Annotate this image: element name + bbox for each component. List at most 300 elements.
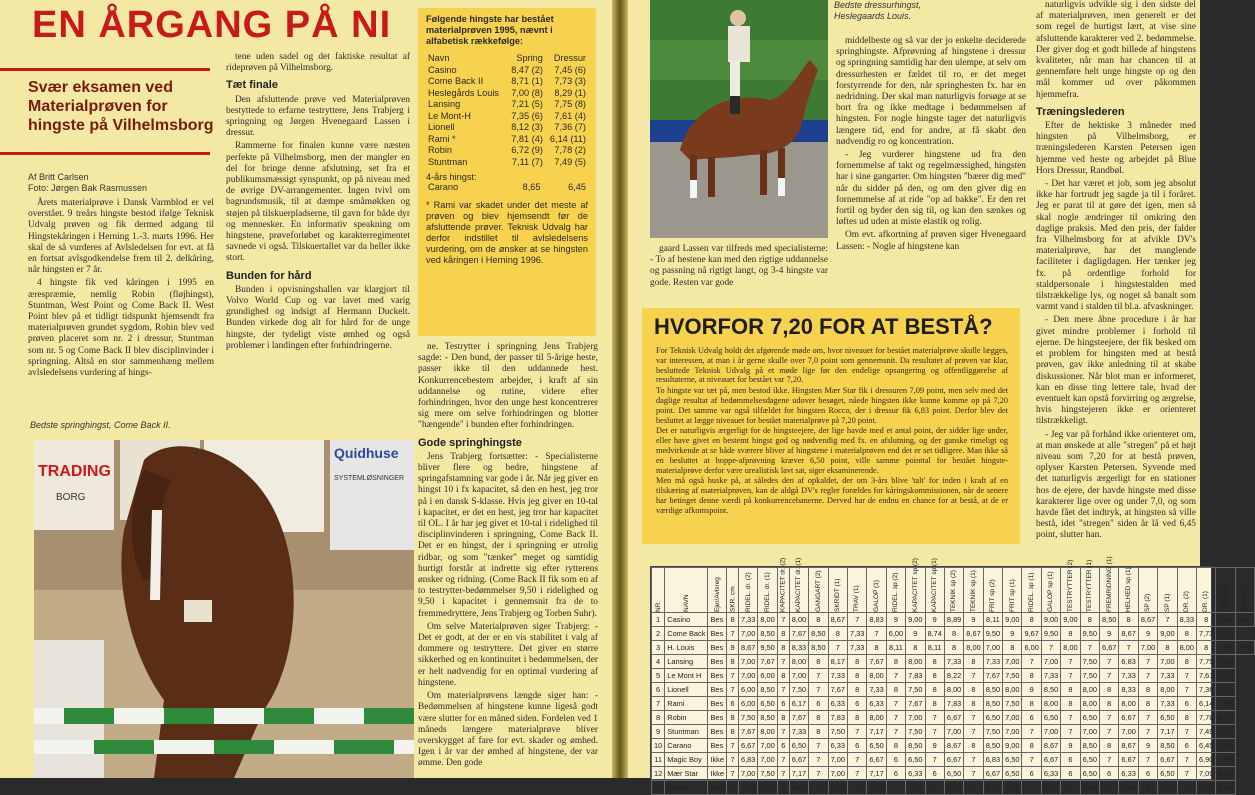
- factbox-row: [426, 145, 588, 157]
- results-col-header: GANGART (2): [809, 568, 828, 613]
- results-cell: 6,67: [1119, 753, 1138, 767]
- factbox-score: 7,73 (3): [554, 76, 586, 86]
- results-row: [652, 711, 1255, 725]
- factbox-row: [426, 122, 588, 134]
- results-cell: 8: [809, 725, 828, 739]
- results-cell: 8,00: [1041, 697, 1060, 711]
- results-cell: Bes: [708, 613, 727, 627]
- results-cell: 6,83: [983, 753, 1002, 767]
- results-cell: 8: [867, 641, 886, 655]
- results-cell: 8,29: [1216, 641, 1235, 655]
- results-cell: 2: [652, 627, 665, 641]
- results-cell: 8,50: [983, 697, 1002, 711]
- results-col-header: DR. (1): [1196, 568, 1215, 613]
- results-cell: 7,17: [867, 767, 886, 781]
- results-cell: 7,45: [1216, 613, 1235, 627]
- results-cell: 6,45: [1196, 739, 1215, 753]
- results-cell: 7,35: [1216, 669, 1235, 683]
- results-cell: 7,73: [1196, 627, 1215, 641]
- column-a-lead: [650, 244, 828, 302]
- results-cell: 7: [809, 753, 828, 767]
- results-col-header: TRAV (1): [847, 568, 866, 613]
- results-cell: 7,00: [1041, 655, 1060, 669]
- results-cell: 7: [886, 697, 905, 711]
- paragraph: Den afsluttende prøve ved Materialprøven bestyttede to erfarne testryttere, Jens Trabjerg i springning og Jørgen Hvenegaard Lassen i dressur.: [226, 94, 410, 139]
- results-cell: 8,67: [1138, 613, 1157, 627]
- results-cell: 6,83: [739, 781, 758, 795]
- results-cell: 8,00: [906, 655, 925, 669]
- results-cell: 7,50: [828, 725, 847, 739]
- results-cell: 7,17: [867, 725, 886, 739]
- results-cell: 8,67: [1041, 739, 1060, 753]
- results-cell: 7,00: [906, 711, 925, 725]
- results-cell: 6: [1061, 767, 1080, 781]
- results-cell: Bes: [708, 739, 727, 753]
- results-cell: 7,33: [847, 627, 866, 641]
- factbox-sub-table: [426, 182, 588, 194]
- results-row: [652, 641, 1255, 655]
- results-cell: 8,71: [1216, 627, 1235, 641]
- results-cell: 7: [809, 781, 828, 795]
- results-cell: 7: [847, 781, 866, 795]
- results-cell: 8,11: [886, 641, 905, 655]
- results-cell: 8,11: [983, 613, 1002, 627]
- results-cell: 8: [1022, 739, 1041, 753]
- results-cell: 7,61: [1196, 669, 1215, 683]
- results-cell: 7: [1061, 655, 1080, 669]
- results-cell: 8: [886, 683, 905, 697]
- results-cell: 7: [777, 781, 789, 795]
- results-cell: 8: [809, 613, 828, 627]
- results-cell: 7: [777, 767, 789, 781]
- dressage-horse-photo: [650, 0, 828, 238]
- results-cell: 6,00: [886, 627, 905, 641]
- results-horse-name: Stuntman: [665, 725, 708, 739]
- results-cell: 7,81: [1216, 697, 1235, 711]
- results-factbox: [418, 8, 596, 336]
- results-cell: 7: [1100, 655, 1119, 669]
- results-cell: 8,00: [964, 641, 983, 655]
- paragraph: To hingste var tæt på, men bestod ikke. Hingsten Mær Star fik i dressuren 7,09 point, men selv med det daglige resultat af bedømmelsesdagene udover besøget, nåede hingsten ikke kunne komme op på 7,20 point. Det samme var også tilfældet for hingsten Rocco, der i dressur fik 6,83 point. Derfor blev det besluttet at lægge niveauet for bestået materialprøve på 7,20 point.: [656, 386, 1008, 425]
- results-cell: 9: [1138, 627, 1157, 641]
- results-cell: 7: [727, 781, 739, 795]
- results-cell: 7,00: [1080, 725, 1099, 739]
- factbox-horse-name: Come Back II: [428, 76, 484, 86]
- results-cell: 7: [727, 753, 739, 767]
- results-cell: 7,33: [867, 683, 886, 697]
- factbox-score: 6,72 (9): [511, 145, 543, 155]
- results-cell: 8: [777, 669, 789, 683]
- results-cell: 8: [1196, 613, 1215, 627]
- results-cell: 7,50: [906, 683, 925, 697]
- results-cell: 8,50: [758, 683, 777, 697]
- results-cell: 7: [727, 739, 739, 753]
- results-cell: 7: [809, 669, 828, 683]
- results-cell: 9: [886, 613, 905, 627]
- results-row: [652, 655, 1255, 669]
- factbox-row: [426, 65, 588, 77]
- paragraph: Bunden i opvisningshallen var klargjort til Volvo World Cup og var lavet med varig grundighed og indsigt af Hermann Duckelt. Bunden virkede dog alt for hård for de unge hingste, der tydeligt viste ømhed og også problemer i landingen efter forhindringerne.: [226, 284, 410, 351]
- results-cell: 7,09: [1196, 767, 1215, 781]
- results-cell: 7: [777, 613, 789, 627]
- results-cell: 6,50: [789, 739, 808, 753]
- results-cell: 6,33: [906, 767, 925, 781]
- results-cell: 7,00: [906, 781, 925, 795]
- results-cell: 7: [1138, 655, 1157, 669]
- results-cell: 7,00: [739, 627, 758, 641]
- results-cell: 7,00: [1119, 781, 1138, 795]
- results-col-header: TESTRYTTER (1): [1080, 568, 1099, 613]
- section-heading-traeningslederen: Træningslederen: [1036, 105, 1125, 118]
- byline-author: Af Britt Carlsen: [28, 172, 89, 182]
- results-cell: 7: [964, 753, 983, 767]
- results-cell: 6,50: [906, 753, 925, 767]
- results-cell: 4: [652, 655, 665, 669]
- results-cell: 6: [1138, 767, 1157, 781]
- factbox-col-header: Dressur: [553, 53, 586, 63]
- results-row: [652, 627, 1255, 641]
- results-cell: Bes: [708, 711, 727, 725]
- factbox-score: 7,78 (2): [554, 145, 586, 155]
- paragraph: naturligvis udvikle sig i den sidste del af materialprøven, men generelt er det som regel de hurtigst lært, at vise sine afsluttende karakterer ved 2. bedømmelse. Der giver dog et godt billede af hingstens kvaliteter, når man har chancen til at gennemføre helt unge hingste op og den mål kommer ud over påkommen hjemmefra.: [1036, 0, 1196, 100]
- results-cell: 6,83: [1158, 781, 1177, 795]
- article-subtitle: Svær eksamen ved Materialprøven for hingste på Vilhelmsborg: [28, 79, 214, 134]
- results-cell: 9,50: [1041, 627, 1060, 641]
- results-cell: 8,22: [944, 669, 963, 683]
- results-cell: 7: [964, 669, 983, 683]
- results-cell: 7,67: [867, 655, 886, 669]
- results-cell: 8: [847, 655, 866, 669]
- results-cell: 6,33: [828, 697, 847, 711]
- factbox-score: 7,21 (5): [511, 99, 543, 109]
- results-cell: 6,50: [758, 697, 777, 711]
- results-cell: 7: [1138, 781, 1157, 795]
- results-cell: 9: [652, 725, 665, 739]
- results-cell: 9: [925, 613, 944, 627]
- results-cell: 7: [1158, 613, 1177, 627]
- results-cell: 7,00: [828, 753, 847, 767]
- results-cell: 8,33: [1177, 613, 1196, 627]
- results-cell: 8: [925, 655, 944, 669]
- paragraph: - Jeg vurderer hingstene ud fra den fornemmelse af takt og regelmæssighed, hingsten har i sine gangarter. Om hingsten "bærer dig med" når du sidder på den, og om den giver dig en fornemmelse af at ride "op ad bakke". Er den ret fortil og byder den sig til, og kan den sænkes og løftes ud uden at miste elastik og rolig.: [836, 150, 1026, 228]
- title-rule-bottom: [0, 152, 210, 155]
- results-horse-name: Casino: [665, 613, 708, 627]
- results-cell: 6: [1061, 753, 1080, 767]
- results-cell: 8: [1177, 655, 1196, 669]
- results-row: [652, 767, 1255, 781]
- results-cell: 7,00: [828, 767, 847, 781]
- results-cell: 7,78: [1196, 711, 1215, 725]
- results-cell: 9,00: [1041, 613, 1060, 627]
- results-cell: 7: [1022, 753, 1041, 767]
- results-cell: 8,50: [1080, 739, 1099, 753]
- results-col-header: FRIT sp (1): [1003, 568, 1022, 613]
- results-cell: 7: [828, 641, 847, 655]
- results-cell: 8,65: [1216, 739, 1235, 753]
- results-cell: 6,83: [1080, 781, 1099, 795]
- results-cell: 6,50: [1041, 711, 1060, 725]
- results-cell: 8,47: [1235, 613, 1254, 627]
- results-cell: 6: [925, 767, 944, 781]
- results-cell: 6,50: [1158, 711, 1177, 725]
- results-cell: 8: [1177, 627, 1196, 641]
- sign-quidhuse: Quidhuse: [334, 445, 399, 461]
- results-cell: 7,17: [789, 767, 808, 781]
- results-cell: 7,00: [1003, 655, 1022, 669]
- results-cell: 7,33: [789, 725, 808, 739]
- results-col-header: HELHED sp (1): [1119, 568, 1138, 613]
- results-cell: 8: [1177, 711, 1196, 725]
- results-cell: 7,50: [906, 725, 925, 739]
- results-col-header: RIDEL. sp (2): [886, 568, 905, 613]
- results-cell: 8,50: [809, 641, 828, 655]
- results-cell: 7,33: [1158, 697, 1177, 711]
- results-cell: 8: [1119, 613, 1138, 627]
- results-cell: 8,17: [828, 655, 847, 669]
- results-cell: 7: [1080, 641, 1099, 655]
- results-horse-name: Magic Boy: [665, 753, 708, 767]
- results-cell: 7,33: [1119, 669, 1138, 683]
- results-cell: 7,33: [828, 669, 847, 683]
- results-cell: 6,67: [1041, 753, 1060, 767]
- results-cell: 6,50: [1080, 753, 1099, 767]
- column-2: [226, 52, 410, 414]
- results-cell: 8,33: [789, 641, 808, 655]
- results-row: [652, 753, 1255, 767]
- results-horse-name: Rami: [665, 697, 708, 711]
- results-cell: 7,67: [758, 655, 777, 669]
- results-cell: 7: [1100, 781, 1119, 795]
- factbox-score: 8,29 (1): [554, 87, 586, 98]
- results-cell: 6,00: [739, 697, 758, 711]
- results-cell: 8: [1061, 697, 1080, 711]
- section-heading-bunden: Bunden for hård: [226, 269, 312, 282]
- results-cell: 7: [652, 697, 665, 711]
- results-horse-name: Mær Star: [665, 767, 708, 781]
- results-col-header: GALOP (1): [867, 568, 886, 613]
- results-cell: 6,33: [867, 697, 886, 711]
- results-cell: 6: [1022, 711, 1041, 725]
- results-cell: 8,00: [1003, 683, 1022, 697]
- results-cell: 8: [964, 739, 983, 753]
- results-cell: 8,33: [1119, 683, 1138, 697]
- results-cell: 6,67: [983, 781, 1002, 795]
- results-cell: 8: [886, 655, 905, 669]
- results-cell: 8,74: [925, 627, 944, 641]
- results-cell: 7: [1119, 641, 1138, 655]
- results-cell: 7,83: [828, 711, 847, 725]
- results-cell: 8: [809, 655, 828, 669]
- results-cell: 7: [964, 725, 983, 739]
- results-cell: 7: [847, 725, 866, 739]
- paragraph: Efter de hektiske 3 måneder med hingsten på Vilhelmsborg, er træningslederen Karsten Petersen igen hjemme ved heste og arbejdet på Blue Hors Dressur, Randbøl.: [1036, 121, 1196, 176]
- results-cell: 6: [1022, 767, 1041, 781]
- results-table-container: [650, 556, 1253, 792]
- results-cell: 7: [925, 781, 944, 795]
- results-cell: 9: [925, 739, 944, 753]
- section-heading-taet-finale: Tæt finale: [226, 79, 278, 92]
- article-title: EN ÅRGANG PÅ NI: [32, 4, 392, 46]
- factbox-score: 7,35 (6): [511, 110, 543, 121]
- results-cell: 6,67: [789, 753, 808, 767]
- results-cell: 7,33: [1041, 669, 1060, 683]
- results-cell: 8,00: [758, 613, 777, 627]
- results-cell: 6: [1177, 697, 1196, 711]
- results-cell: 8: [1100, 739, 1119, 753]
- results-cell: 8,00: [789, 613, 808, 627]
- results-cell: 7: [964, 767, 983, 781]
- results-cell: 7,33: [847, 641, 866, 655]
- results-horse-name: H. Louis: [665, 641, 708, 655]
- factbox-score: 6,14 (11): [549, 133, 586, 144]
- factbox-score: 7,00 (8): [511, 87, 543, 98]
- factbox-row: [426, 111, 588, 123]
- results-cell: Bes: [708, 641, 727, 655]
- factbox-row: [426, 76, 588, 88]
- results-cell: 7,67: [739, 725, 758, 739]
- results-cell: 9: [727, 641, 739, 655]
- results-cell: 9,00: [1003, 613, 1022, 627]
- results-cell: 7,50: [1003, 669, 1022, 683]
- results-cell: 6,83: [867, 781, 886, 795]
- results-cell: 6,50: [983, 711, 1002, 725]
- jump-photo-caption: Bedste springhingst, Come Back II.: [30, 420, 171, 430]
- results-col-header: RIDEL. dr. (2): [739, 568, 758, 613]
- results-cell: 6,67: [983, 767, 1002, 781]
- results-cell: 8,00: [1119, 697, 1138, 711]
- results-cell: 8,00: [1061, 641, 1080, 655]
- results-cell: 7,00: [1138, 641, 1157, 655]
- results-cell: 9,00: [1158, 627, 1177, 641]
- results-cell: 7: [925, 753, 944, 767]
- results-cell: 7,00: [758, 739, 777, 753]
- results-cell: 7: [867, 627, 886, 641]
- results-cell: 9: [1138, 739, 1157, 753]
- results-cell: 7,75: [1196, 655, 1215, 669]
- results-cell: 7: [847, 613, 866, 627]
- results-cell: 9,50: [758, 641, 777, 655]
- results-cell: 7,67: [789, 711, 808, 725]
- results-cell: 8,12: [1216, 683, 1235, 697]
- results-cell: 6,67: [944, 753, 963, 767]
- results-cell: 7: [1061, 711, 1080, 725]
- results-cell: 6,14: [1196, 697, 1215, 711]
- results-cell: 7: [1061, 725, 1080, 739]
- results-cell: 7,67: [983, 669, 1002, 683]
- results-cell: 8,50: [1158, 739, 1177, 753]
- results-cell: 7: [1100, 669, 1119, 683]
- results-cell: 8,67: [828, 613, 847, 627]
- results-cell: 7,00: [739, 767, 758, 781]
- results-cell: 8: [847, 711, 866, 725]
- results-cell: 7,50: [1080, 669, 1099, 683]
- results-cell: 6,50: [1080, 711, 1099, 725]
- paragraph: Jens Trabjerg fortsætter: - Specialisterne bliver flere og bedre, hingstene af springafstamning var gode i år. Når jeg giver en hingst 10 i fx kapacitet, så den en hest, jeg tror på i en dansk S-klasse. Hvis jeg giver en 10-tal i kapacitet, er det en hest, jeg tror har kapacitet til OL. I år har jeg givet et 10-tal i ridelighed til disciplinvinderen i springning, Come Back II. Det er en hingst, der i springning er utrolig ridbar, og som "tænker" meget og samtidig hurtigt forstår at indrette sig efter rytterens ønsker og ridning. (Come Back II fik som en af to testrytter-bedømmelser 9,50 i ridelighed og 9,50 i kapacitet i gennemsnit fra de to fremmedryttere, Jens Trabjerg og Torben Suhr).: [418, 451, 598, 619]
- results-cell: 7: [1100, 711, 1119, 725]
- results-cell: 8: [1100, 697, 1119, 711]
- factbox-horse-name: Lansing: [428, 99, 461, 109]
- results-horse-name: Rocco: [665, 781, 708, 795]
- results-col-header: DR. (2): [1177, 568, 1196, 613]
- results-cell: 7: [727, 669, 739, 683]
- results-cell: 8: [944, 627, 963, 641]
- byline: [28, 172, 218, 194]
- results-cell: 7: [1022, 781, 1041, 795]
- results-col-header: KAPACITET sp (1): [925, 568, 944, 613]
- results-cell: 7: [777, 655, 789, 669]
- results-cell: 7: [1100, 753, 1119, 767]
- results-cell: 6,67: [1100, 641, 1119, 655]
- results-cell: 6,67: [944, 711, 963, 725]
- results-cell: 8,67: [964, 627, 983, 641]
- results-cell: 7: [777, 753, 789, 767]
- results-cell: 8,50: [758, 627, 777, 641]
- factbox-score: 8,12 (3): [511, 122, 543, 132]
- results-cell: Bes: [708, 683, 727, 697]
- results-cell: 6,83: [944, 781, 963, 795]
- dressage-photo-caption: Bedste dressurhingst, Heslegaards Louis.: [834, 0, 922, 21]
- results-cell: 9: [964, 613, 983, 627]
- results-cell: 6: [886, 767, 905, 781]
- results-row: [652, 739, 1255, 753]
- results-cell: 8: [1138, 697, 1157, 711]
- results-cell: Bes: [708, 697, 727, 711]
- results-cell: 7,83: [944, 697, 963, 711]
- results-cell: 6,00: [739, 683, 758, 697]
- results-cell: 8,50: [906, 739, 925, 753]
- results-cell: 1: [652, 613, 665, 627]
- results-col-header: FRIT sp (2): [983, 568, 1002, 613]
- results-cell: 6,90: [1216, 781, 1235, 795]
- factbox-score: 8,65: [522, 182, 541, 192]
- results-cell: 13: [652, 781, 665, 795]
- results-cell: 6,67: [867, 753, 886, 767]
- results-horse-name: Lansing: [665, 655, 708, 669]
- results-cell: 6,72: [1216, 711, 1235, 725]
- results-row: [652, 725, 1255, 739]
- results-cell: 8,67: [944, 739, 963, 753]
- results-cell: 8: [944, 641, 963, 655]
- factbox-horse-name: Le Mont-H: [428, 110, 471, 121]
- results-col-header: NR.: [652, 568, 665, 613]
- factbox-horse-name: Heslegårds Louis: [428, 87, 499, 98]
- column-1: [28, 198, 214, 408]
- factbox-horse-name: Robin: [428, 145, 453, 155]
- results-col-header: KAPACITET sp (2): [906, 568, 925, 613]
- factbox-horse-name: Rami *: [428, 133, 456, 144]
- results-cell: 8: [906, 641, 925, 655]
- results-cell: 6,50: [1003, 753, 1022, 767]
- results-col-header: SP (2): [1138, 568, 1157, 613]
- paragraph: ne. Testrytter i springning Jens Trabjerg sagde: - Den bund, der passer til 5-årige heste, passer ikke til den uddannede hest. Konkurrencebestem arbejder, i kraft af sin uddannelse og rutine, videre efter forhindringen, hvor den unge hest koncentrerer sig mere om selve forhindringen og blotter "hængende" i bunden efter forhindringen.: [418, 342, 598, 431]
- results-col-header: GALOP sp (1): [1041, 568, 1060, 613]
- results-cell: 7,67: [906, 697, 925, 711]
- results-row: [652, 683, 1255, 697]
- results-cell: 8,00: [758, 725, 777, 739]
- results-col-header: TEKNIK sp (1): [964, 568, 983, 613]
- results-horse-name: Robin: [665, 711, 708, 725]
- results-cell: 8,00: [1177, 641, 1196, 655]
- results-cell: 8,67: [1119, 739, 1138, 753]
- factbox-col-header: Navn: [428, 53, 450, 63]
- results-cell: 8: [964, 697, 983, 711]
- results-cell: 7: [1138, 711, 1157, 725]
- results-cell: 8,67: [1119, 627, 1138, 641]
- results-cell: 7: [1022, 655, 1041, 669]
- results-cell: 9,00: [1061, 613, 1080, 627]
- results-cell: 8: [1022, 669, 1041, 683]
- factbox-row: [426, 182, 588, 194]
